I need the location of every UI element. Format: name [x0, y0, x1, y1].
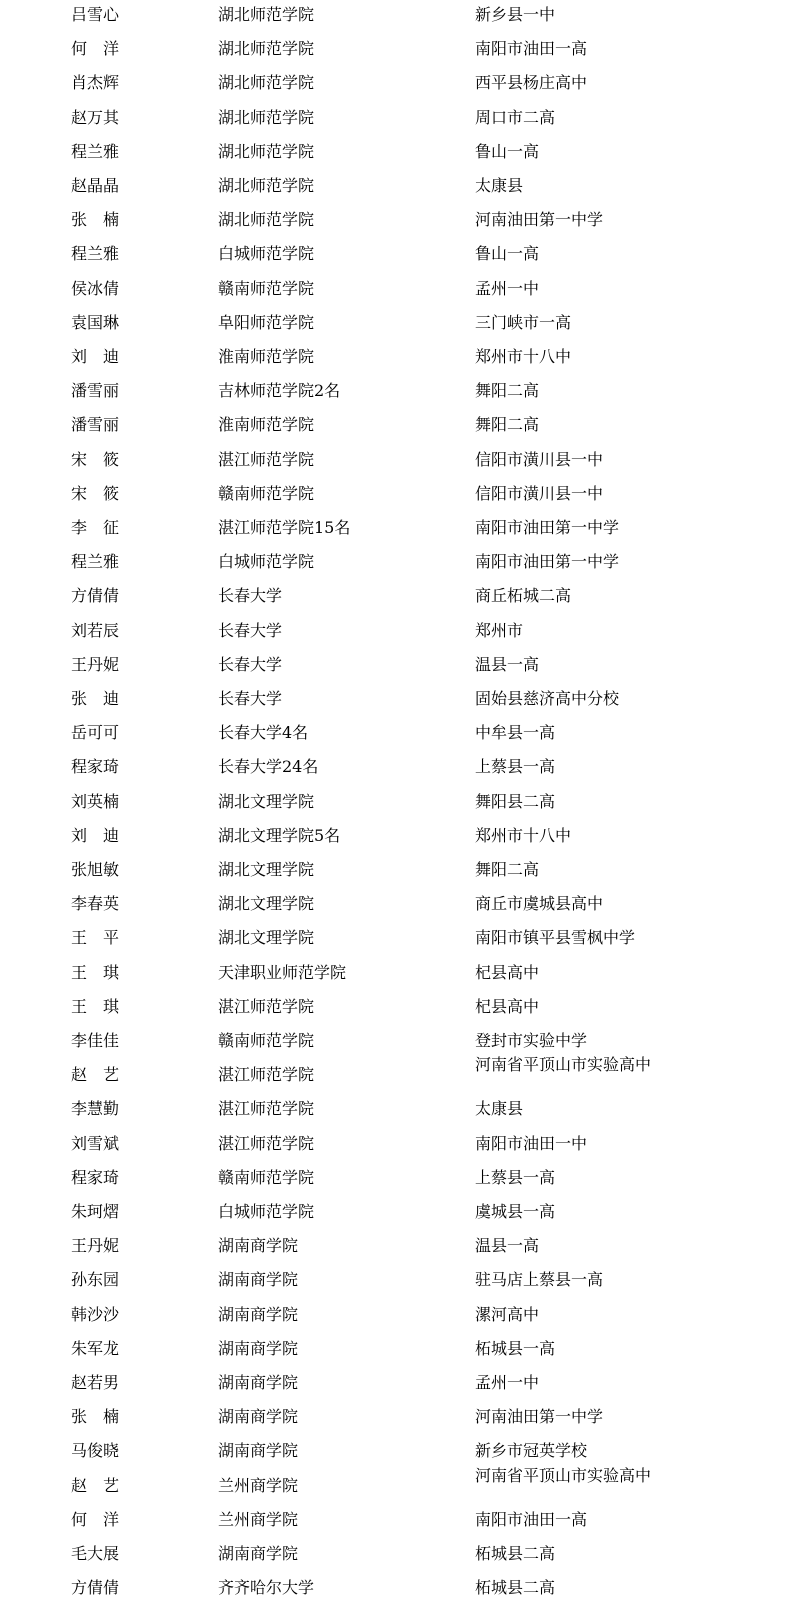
student-name: 李春英 — [71, 894, 120, 914]
university-name: 长春大学 — [218, 689, 283, 708]
student-name: 毛大展 — [71, 1544, 120, 1563]
high-school-name: 舞阳二高 — [475, 860, 540, 879]
high-school-name: 商丘柘城二高 — [475, 586, 572, 606]
student-name: 朱军龙 — [71, 1338, 120, 1358]
university-name: 湖南商学院 — [218, 1373, 299, 1392]
university-name: 淮南师范学院 — [218, 347, 315, 366]
high-school-name: 河南油田第一中学 — [475, 210, 604, 230]
high-school-name: 舞阳二高 — [475, 415, 540, 435]
student-name: 程兰雅 — [71, 141, 120, 161]
table-row — [0, 584, 794, 618]
university-name: 赣南师范学院 — [218, 1167, 315, 1187]
high-school-name: 柘城县二高 — [475, 1544, 556, 1563]
student-name: 赵 艺 — [71, 1475, 120, 1495]
high-school-name: 舞阳县二高 — [475, 791, 556, 811]
table-row — [0, 926, 794, 960]
student-name: 方倩倩 — [71, 586, 120, 606]
high-school-name: 周口市二高 — [475, 107, 556, 127]
university-name: 兰州商学院 — [218, 1509, 299, 1529]
university-name: 湖北师范学院 — [218, 107, 315, 127]
table-row — [0, 482, 794, 516]
university-name: 湖北师范学院 — [218, 176, 315, 195]
university-name: 湖北师范学院 — [218, 5, 315, 24]
student-name: 赵若男 — [71, 1373, 120, 1392]
table-row — [0, 448, 794, 482]
high-school-name: 商丘市虞城县高中 — [475, 894, 604, 914]
high-school-name: 信阳市潢川县一中 — [475, 483, 604, 503]
university-name: 湖南商学院 — [218, 1304, 299, 1324]
table-row — [0, 140, 794, 174]
table-row — [0, 858, 794, 892]
table-row — [0, 1132, 794, 1166]
table-row — [0, 1166, 794, 1200]
university-name: 长春大学 — [218, 620, 283, 640]
student-name: 孙东园 — [71, 1270, 120, 1290]
high-school-name: 南阳市油田第一中学 — [475, 518, 620, 537]
university-name: 湖北文理学院 — [218, 894, 315, 914]
table-row — [0, 242, 794, 276]
high-school-name: 鲁山一高 — [475, 244, 540, 264]
student-name: 袁国琳 — [71, 312, 120, 332]
table-row — [0, 550, 794, 584]
high-school-name: 南阳市油田一高 — [475, 1509, 588, 1529]
university-name: 湖南商学院 — [218, 1338, 299, 1358]
high-school-name: 温县一高 — [475, 1236, 540, 1256]
high-school-name: 南阳市油田一高 — [475, 39, 588, 59]
high-school-name: 上蔡县一高 — [475, 757, 556, 777]
table-row — [0, 1303, 794, 1337]
university-name: 长春大学24名 — [218, 757, 319, 777]
student-name: 王丹妮 — [71, 1236, 120, 1256]
high-school-name: 固始县慈济高中分校 — [475, 689, 620, 708]
student-name: 李慧勤 — [71, 1099, 120, 1119]
table-row — [0, 995, 794, 1029]
high-school-name: 信阳市潢川县一中 — [475, 449, 604, 469]
student-name: 韩沙沙 — [71, 1304, 120, 1324]
university-name: 湖北文理学院 — [218, 860, 315, 879]
high-school-name: 郑州市十八中 — [475, 825, 572, 845]
student-name: 赵 艺 — [71, 1065, 120, 1085]
high-school-name: 南阳市油田第一中学 — [475, 552, 620, 572]
student-name: 方倩倩 — [71, 1578, 120, 1598]
table-row — [0, 516, 794, 550]
high-school-name: 新乡市冠英学校 — [475, 1441, 588, 1461]
student-name: 刘英楠 — [71, 791, 120, 811]
university-name: 齐齐哈尔大学 — [218, 1578, 315, 1598]
university-name: 白城师范学院 — [218, 244, 315, 264]
high-school-name: 舞阳二高 — [475, 381, 540, 401]
high-school-name: 温县一高 — [475, 654, 540, 674]
student-name: 朱珂熠 — [71, 1202, 120, 1221]
table-row — [0, 71, 794, 105]
university-name: 赣南师范学院 — [218, 483, 315, 503]
table-row — [0, 1405, 794, 1439]
table-row — [0, 1439, 794, 1473]
student-name: 宋 筱 — [71, 483, 120, 503]
high-school-name: 登封市实验中学 — [475, 1031, 588, 1050]
high-school-name: 鲁山一高 — [475, 141, 540, 161]
high-school-name: 新乡县一中 — [475, 5, 556, 24]
high-school-name: 柘城县一高 — [475, 1338, 556, 1358]
table-row — [0, 961, 794, 995]
student-name: 王 平 — [71, 928, 120, 948]
university-name: 淮南师范学院 — [218, 415, 315, 435]
student-name: 侯冰倩 — [71, 278, 120, 298]
university-name: 赣南师范学院 — [218, 1031, 315, 1050]
student-name: 程兰雅 — [71, 244, 120, 264]
university-name: 长春大学4名 — [218, 723, 309, 743]
university-name: 兰州商学院 — [218, 1475, 299, 1495]
high-school-name: 西平县杨庄高中 — [475, 73, 588, 93]
university-name: 长春大学 — [218, 586, 283, 606]
student-name: 肖杰辉 — [71, 73, 120, 93]
university-name: 白城师范学院 — [218, 552, 315, 572]
university-name: 湖南商学院 — [218, 1236, 299, 1256]
table-row — [0, 379, 794, 413]
table-row — [0, 1465, 794, 1508]
university-name: 阜阳师范学院 — [218, 312, 315, 332]
high-school-name: 杞县高中 — [475, 962, 540, 982]
table-row — [0, 37, 794, 71]
high-school-name: 太康县 — [475, 1099, 524, 1119]
university-name: 湛江师范学院 — [218, 1099, 315, 1119]
high-school-name: 漯河高中 — [475, 1304, 540, 1324]
student-name: 何 洋 — [71, 39, 120, 59]
student-name: 李佳佳 — [71, 1031, 120, 1050]
high-school-name: 河南省平顶山市实验高中 — [475, 1465, 652, 1485]
student-name: 张 楠 — [71, 1407, 120, 1427]
high-school-name: 南阳市油田一中 — [475, 1133, 588, 1153]
university-name: 湖北文理学院 — [218, 791, 315, 811]
table-row — [0, 1200, 794, 1234]
high-school-name: 三门峡市一高 — [475, 312, 572, 332]
student-name: 张旭敏 — [71, 860, 120, 879]
student-name: 刘 迪 — [71, 825, 120, 845]
table-row — [0, 1371, 794, 1405]
student-name: 宋 筱 — [71, 449, 120, 469]
table-row — [0, 619, 794, 653]
university-name: 吉林师范学院2名 — [218, 381, 341, 401]
table-row — [0, 106, 794, 140]
university-name: 赣南师范学院 — [218, 278, 315, 298]
high-school-name: 南阳市镇平县雪枫中学 — [475, 928, 636, 948]
student-name: 马俊晓 — [71, 1441, 120, 1461]
table-row — [0, 1576, 794, 1610]
high-school-name: 河南省平顶山市实验高中 — [475, 1055, 652, 1075]
table-row — [0, 824, 794, 858]
university-name: 湖南商学院 — [218, 1270, 299, 1290]
high-school-name: 孟州一中 — [475, 278, 540, 298]
university-name: 湛江师范学院15名 — [218, 518, 351, 537]
university-name: 长春大学 — [218, 654, 283, 674]
table-row — [0, 1337, 794, 1371]
table-row — [0, 311, 794, 345]
high-school-name: 驻马店上蔡县一高 — [475, 1270, 604, 1290]
table-row — [0, 687, 794, 721]
table-row — [0, 413, 794, 447]
high-school-name: 柘城县二高 — [475, 1578, 556, 1598]
student-name: 王丹妮 — [71, 654, 120, 674]
university-name: 湖北师范学院 — [218, 141, 315, 161]
university-name: 湖南商学院 — [218, 1544, 299, 1563]
student-name: 潘雪丽 — [71, 381, 120, 401]
student-name: 刘若辰 — [71, 620, 120, 640]
student-name: 张 楠 — [71, 210, 120, 230]
table-row — [0, 1097, 794, 1131]
high-school-name: 中牟县一高 — [475, 723, 556, 743]
university-name: 湖北文理学院5名 — [218, 825, 341, 845]
table-row — [0, 790, 794, 824]
table-row — [0, 1268, 794, 1302]
table-row — [0, 721, 794, 755]
student-name: 张 迪 — [71, 689, 120, 708]
table-row — [0, 653, 794, 687]
university-name: 湛江师范学院 — [218, 449, 315, 469]
student-name: 何 洋 — [71, 1509, 120, 1529]
high-school-name: 郑州市 — [475, 620, 524, 640]
student-name: 王 琪 — [71, 996, 120, 1016]
table-row — [0, 1055, 794, 1097]
table-row — [0, 174, 794, 208]
university-name: 湖南商学院 — [218, 1441, 299, 1461]
table-row — [0, 345, 794, 379]
high-school-name: 郑州市十八中 — [475, 347, 572, 366]
student-name: 程家琦 — [71, 757, 120, 777]
table-row — [0, 892, 794, 926]
high-school-name: 太康县 — [475, 176, 524, 195]
high-school-name: 上蔡县一高 — [475, 1167, 556, 1187]
university-name: 湖北师范学院 — [218, 73, 315, 93]
table-row — [0, 208, 794, 242]
university-name: 湖北师范学院 — [218, 39, 315, 59]
student-name: 程兰雅 — [71, 552, 120, 572]
student-name: 刘雪斌 — [71, 1133, 120, 1153]
table-row — [0, 1029, 794, 1063]
table-row — [0, 277, 794, 311]
university-name: 湖北文理学院 — [218, 928, 315, 948]
student-name: 李 征 — [71, 518, 120, 537]
high-school-name: 孟州一中 — [475, 1373, 540, 1392]
student-name: 赵万其 — [71, 107, 120, 127]
university-name: 天津职业师范学院 — [218, 962, 347, 982]
high-school-name: 虞城县一高 — [475, 1202, 556, 1221]
high-school-name: 河南油田第一中学 — [475, 1407, 604, 1427]
university-name: 湛江师范学院 — [218, 996, 315, 1016]
student-name: 赵晶晶 — [71, 176, 120, 195]
student-name: 潘雪丽 — [71, 415, 120, 435]
university-name: 白城师范学院 — [218, 1202, 315, 1221]
student-name: 吕雪心 — [71, 5, 120, 24]
table-row — [0, 1508, 794, 1542]
student-name: 王 琪 — [71, 962, 120, 982]
university-name: 湛江师范学院 — [218, 1133, 315, 1153]
student-name: 程家琦 — [71, 1167, 120, 1187]
table-row — [0, 3, 794, 37]
university-name: 湖北师范学院 — [218, 210, 315, 230]
high-school-name: 杞县高中 — [475, 996, 540, 1016]
table-row — [0, 755, 794, 789]
student-name: 岳可可 — [71, 723, 120, 743]
table-row — [0, 1234, 794, 1268]
university-name: 湛江师范学院 — [218, 1065, 315, 1085]
university-name: 湖南商学院 — [218, 1407, 299, 1427]
table-row — [0, 1542, 794, 1576]
student-name: 刘 迪 — [71, 347, 120, 366]
